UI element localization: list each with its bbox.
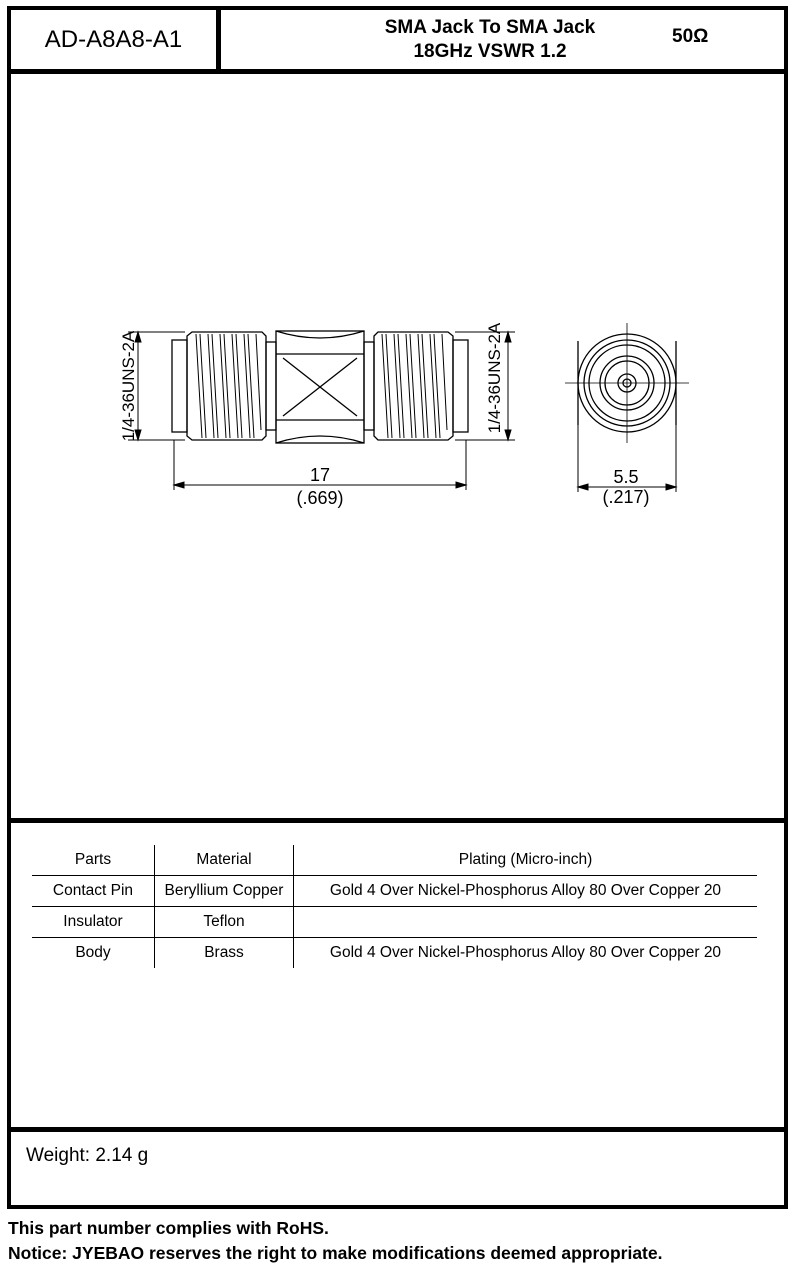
hex-body: [276, 331, 364, 443]
title-line-2: 18GHz VSWR 1.2: [413, 41, 567, 62]
part-number: AD-A8A8-A1: [44, 26, 183, 53]
table-divider: [7, 1127, 788, 1132]
left-end-face: [172, 340, 187, 432]
table-row: [32, 876, 757, 907]
header-parts: Parts: [32, 845, 155, 876]
table-row: [32, 907, 757, 938]
cell-part: Body: [75, 944, 111, 961]
right-threaded-section: [374, 332, 453, 440]
width-in: (.217): [602, 487, 650, 507]
table-header-row: [32, 845, 757, 876]
rohs-statement: This part number complies with RoHS.: [8, 1218, 329, 1238]
title-line-1: SMA Jack To SMA Jack: [384, 17, 596, 38]
left-threaded-section: [187, 332, 266, 440]
modification-notice: Notice: JYEBAO reserves the right to make modifications deemed appropriate.: [8, 1243, 663, 1263]
impedance: 50Ω: [672, 26, 709, 47]
width-mm: 5.5: [613, 467, 639, 487]
header-material: Material: [155, 845, 294, 876]
materials-table: [32, 845, 757, 968]
cell-part: Insulator: [32, 907, 155, 938]
left-collar: [266, 342, 276, 430]
thread-label-left: 1/4-36UNS-2A: [119, 330, 138, 442]
thread-label-right: 1/4-36UNS-2A: [485, 322, 504, 434]
cell-plating: Gold 4 Over Nickel-Phosphorus Alloy 80 Over Copper 20: [294, 876, 758, 907]
length-mm: 17: [309, 465, 331, 485]
cell-material: Brass: [155, 938, 294, 969]
right-collar: [364, 342, 374, 430]
cell-plating: [294, 907, 758, 938]
length-in: (.669): [296, 488, 344, 508]
right-end-face: [453, 340, 468, 432]
cell-part: Contact Pin: [32, 876, 155, 907]
cell-material: Teflon: [155, 907, 294, 938]
header-plating: Plating (Micro-inch): [294, 845, 758, 876]
end-view: [565, 323, 689, 443]
table-row: [32, 938, 757, 969]
weight-label: Weight: 2.14 g: [26, 1145, 149, 1166]
cell-plating: Gold 4 Over Nickel-Phosphorus Alloy 80 Over Copper 20: [294, 938, 758, 969]
cell-material: Beryllium Copper: [155, 876, 294, 907]
